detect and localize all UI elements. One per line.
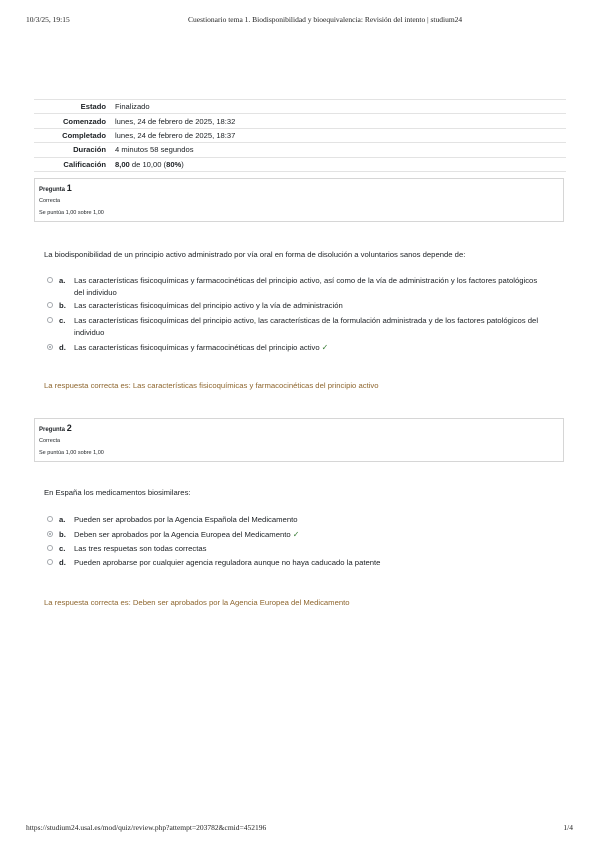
summary-label: Calificación	[34, 157, 111, 171]
attempt-summary-table	[34, 99, 566, 172]
correct-check-icon: ✓	[292, 530, 300, 539]
question-text-1: La biodisponibilidad de un principio activo administrado por vía oral en forma de disolución a voluntarios sanos depende de:	[44, 250, 466, 259]
summary-value: lunes, 24 de febrero de 2025, 18:32	[111, 114, 566, 128]
radio-button-selected[interactable]	[47, 531, 53, 537]
radio-button[interactable]	[47, 317, 53, 323]
option-text: Pueden aprobarse por cualquier agencia reguladora aunque no haya caducado la patente	[74, 558, 381, 567]
question-info-box-2	[34, 418, 564, 462]
correct-answer-feedback-1: La respuesta correcta es: Las características fisicoquímicas y farmacocinéticas del principio activo	[44, 381, 379, 390]
answer-option-1d[interactable]	[47, 342, 547, 354]
summary-label: Duración	[34, 143, 111, 157]
answer-option-1a[interactable]	[47, 275, 547, 298]
summary-label: Estado	[34, 100, 111, 114]
radio-button[interactable]	[47, 516, 53, 522]
correct-check-icon: ✓	[321, 343, 329, 352]
answer-option-2d[interactable]	[47, 557, 547, 569]
question-text-2: En España los medicamentos biosimilares:	[44, 488, 191, 497]
option-text: Las características fisicoquímicas del principio activo, las características de la formulación administrada y de los factores patológicos del individuo	[74, 316, 539, 337]
answer-option-2c[interactable]	[47, 543, 547, 555]
option-text: Las características fisicoquímicas del principio activo y la vía de administración	[74, 301, 343, 310]
summary-label: Completado	[34, 128, 111, 142]
question-state: Correcta	[39, 198, 61, 204]
grade-max: de 10,00 (	[129, 159, 167, 169]
question-grade: Se puntúa 1,00 sobre 1,00	[39, 210, 104, 216]
radio-button[interactable]	[47, 277, 53, 283]
correct-answer-feedback-2: La respuesta correcta es: Deben ser aprobados por la Agencia Europea del Medicamento	[44, 598, 350, 607]
option-text: Las características fisicoquímicas y farmacocinéticas del principio activo	[74, 343, 320, 352]
question-info-box-1	[34, 178, 564, 222]
summary-row-completado	[34, 128, 566, 142]
option-text: Pueden ser aprobados por la Agencia Española del Medicamento	[74, 515, 298, 524]
option-letter: b.	[59, 301, 66, 310]
summary-value: lunes, 24 de febrero de 2025, 18:37	[111, 128, 566, 142]
answer-option-2a[interactable]	[47, 514, 547, 526]
option-letter: a.	[59, 515, 66, 524]
option-text: Las características fisicoquímicas y farmacocinéticas del principio activo, así como de la vía de administración y los factores patológicos del individuo	[74, 276, 538, 297]
question-number: 2	[66, 423, 72, 433]
print-url: https://studium24.usal.es/mod/quiz/review.php?attempt=203782&cmid=452196	[26, 823, 267, 832]
question-title	[39, 184, 559, 195]
summary-row-estado	[34, 100, 566, 114]
option-letter: a.	[59, 276, 66, 285]
radio-button[interactable]	[47, 302, 53, 308]
summary-value: Finalizado	[111, 100, 566, 114]
question-title	[39, 424, 559, 435]
question-state: Correcta	[39, 438, 61, 444]
grade-value	[111, 157, 566, 171]
answer-option-1b[interactable]	[47, 300, 547, 312]
print-date: 10/3/25, 19:15	[26, 15, 70, 24]
summary-label: Comenzado	[34, 114, 111, 128]
option-text-wrap	[74, 529, 547, 541]
option-letter: b.	[59, 530, 66, 539]
question-label: Pregunta	[39, 187, 66, 193]
question-grade: Se puntúa 1,00 sobre 1,00	[39, 450, 104, 456]
grade-score: 8,00	[115, 159, 130, 169]
summary-value: 4 minutos 58 segundos	[111, 143, 566, 157]
radio-button[interactable]	[47, 559, 53, 565]
answer-option-2b[interactable]	[47, 529, 547, 541]
option-text: Deben ser aprobados por la Agencia Europea del Medicamento	[74, 530, 291, 539]
page-number: 1/4	[563, 823, 573, 832]
option-text-wrap	[74, 342, 547, 354]
question-number: 1	[66, 183, 72, 193]
grade-percent: 80%	[166, 159, 182, 169]
answer-option-1c[interactable]	[47, 315, 547, 338]
summary-row-calificacion	[34, 157, 566, 171]
summary-row-comenzado	[34, 114, 566, 128]
grade-close: )	[181, 159, 184, 169]
option-letter: c.	[59, 544, 66, 553]
question-label: Pregunta	[39, 427, 66, 433]
option-letter: d.	[59, 343, 66, 352]
option-letter: c.	[59, 316, 66, 325]
radio-button[interactable]	[47, 545, 53, 551]
summary-row-duracion	[34, 143, 566, 157]
print-page-title: Cuestionario tema 1. Biodisponibilidad y bioequivalencia: Revisión del intento | studium24	[188, 15, 463, 24]
option-text: Las tres respuetas son todas correctas	[74, 544, 207, 553]
radio-button-selected[interactable]	[47, 344, 53, 350]
option-letter: d.	[59, 558, 66, 567]
